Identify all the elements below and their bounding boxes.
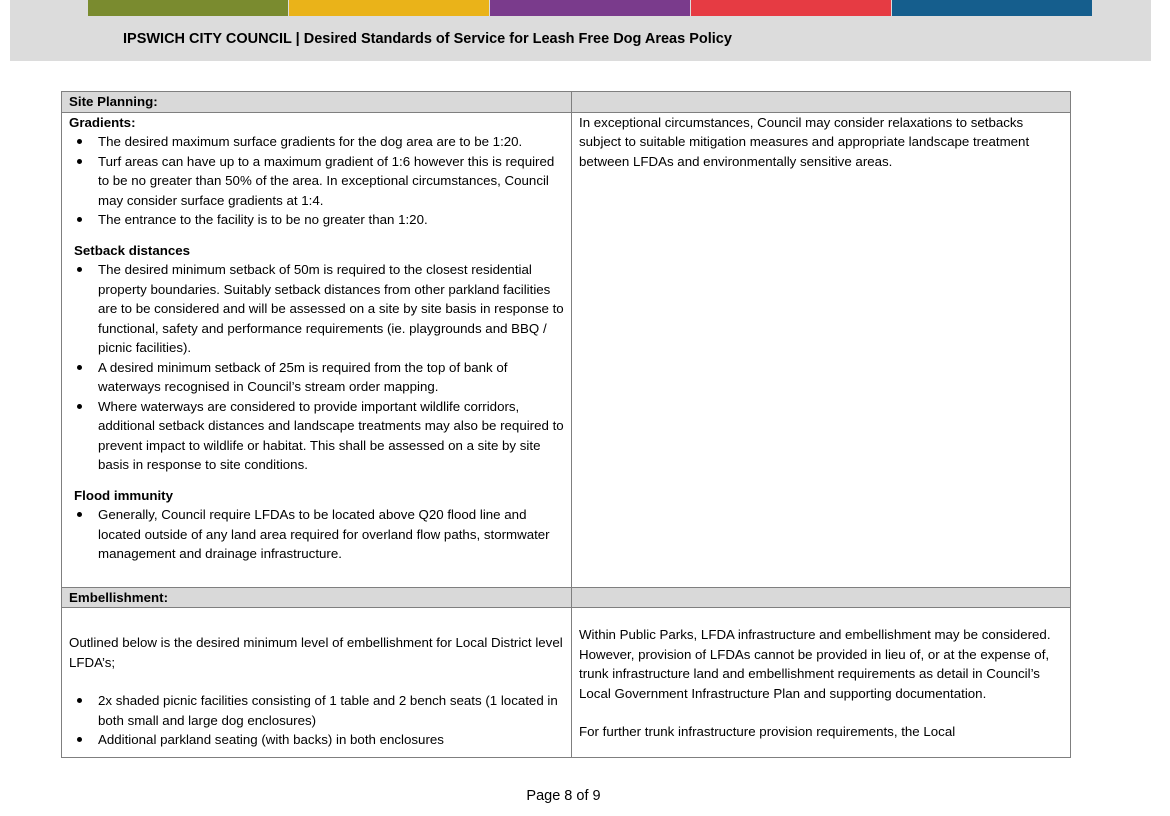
site-planning-details bbox=[62, 112, 572, 587]
site-planning-row bbox=[62, 112, 1071, 587]
list-item: Where waterways are considered to provide important wildlife corridors, additional setback distances and landscape treatments may also be required to prevent impact to wildlife or habitat. This shall be assessed on a site by site basis in response to site conditions. bbox=[69, 397, 564, 475]
embellishment-row bbox=[62, 608, 1071, 758]
list-item: The desired minimum setback of 50m is required to the closest residential property boundaries. Suitably setback distances from other parkland facilities are to be considered and will be assessed on a site by site basis in response to functional, safety and performance requirements (ie. playgrounds and BBQ / picnic facilities). bbox=[69, 260, 564, 358]
site-planning-heading: Site Planning: bbox=[62, 92, 572, 113]
list-item: Generally, Council require LFDAs to be located above Q20 flood line and located outside of any land area required for overland flow paths, stormwater management and drainage infrastructure. bbox=[69, 505, 564, 564]
document-title: IPSWICH CITY COUNCIL | Desired Standards of Service for Leash Free Dog Areas Policy bbox=[123, 31, 732, 47]
embellishment-note-paragraph: Within Public Parks, LFDA infrastructure and embellishment may be considered. However, provision of LFDAs cannot be provided in lieu of, or at the expense of, trunk infrastructure land and embellishment requirements as detail in Council’s Local Government Infrastructure Plan and supporting documentation. bbox=[579, 627, 1051, 701]
list-item: 2x shaded picnic facilities consisting of 1 table and 2 bench seats (1 located in both small and large dog enclosures) bbox=[69, 691, 564, 730]
setback-heading: Setback distances bbox=[74, 242, 191, 258]
empty-header-cell bbox=[572, 92, 1071, 113]
list-item: A desired minimum setback of 25m is required from the top of bank of waterways recognised in Council’s stream order mapping. bbox=[69, 358, 564, 397]
empty-header-cell bbox=[572, 587, 1071, 608]
color-segment-blue bbox=[892, 0, 1092, 16]
page-number: Page 8 of 9 bbox=[526, 788, 601, 804]
color-segment-red bbox=[691, 0, 891, 16]
color-segment-yellow bbox=[289, 0, 489, 16]
list-item: The entrance to the facility is to be no greater than 1:20. bbox=[69, 210, 564, 230]
embellishment-list bbox=[69, 691, 564, 750]
standards-table bbox=[61, 91, 1071, 758]
gradients-list bbox=[69, 132, 564, 230]
header-color-bar bbox=[88, 0, 1093, 16]
embellishment-notes bbox=[572, 608, 1071, 758]
list-item: Additional parkland seating (with backs) in both enclosures bbox=[69, 730, 564, 750]
list-item: Turf areas can have up to a maximum gradient of 1:6 however this is required to be no greater than 50% of the area. In exceptional circumstances, Council may consider surface gradients at 1:4. bbox=[69, 152, 564, 211]
flood-heading: Flood immunity bbox=[74, 487, 173, 503]
page-header bbox=[10, 0, 1151, 61]
list-item: The desired maximum surface gradients for the dog area are to be 1:20. bbox=[69, 132, 564, 152]
color-segment-purple bbox=[490, 0, 690, 16]
embellishment-header-row bbox=[62, 587, 1071, 608]
color-segment-green bbox=[88, 0, 288, 16]
setback-list bbox=[69, 260, 564, 475]
embellishment-details bbox=[62, 608, 572, 758]
embellishment-intro: Outlined below is the desired minimum level of embellishment for Local District level LFDA’s; bbox=[69, 635, 563, 670]
gradients-heading: Gradients: bbox=[69, 114, 136, 130]
site-planning-notes: In exceptional circumstances, Council may consider relaxations to setbacks subject to suitable mitigation measures and appropriate landscape treatment between LFDAs and environmentally sensitive areas. bbox=[572, 112, 1071, 587]
embellishment-note-paragraph: For further trunk infrastructure provision requirements, the Local bbox=[579, 724, 956, 739]
site-planning-header-row bbox=[62, 92, 1071, 113]
flood-list bbox=[69, 505, 564, 564]
embellishment-heading: Embellishment: bbox=[62, 587, 572, 608]
